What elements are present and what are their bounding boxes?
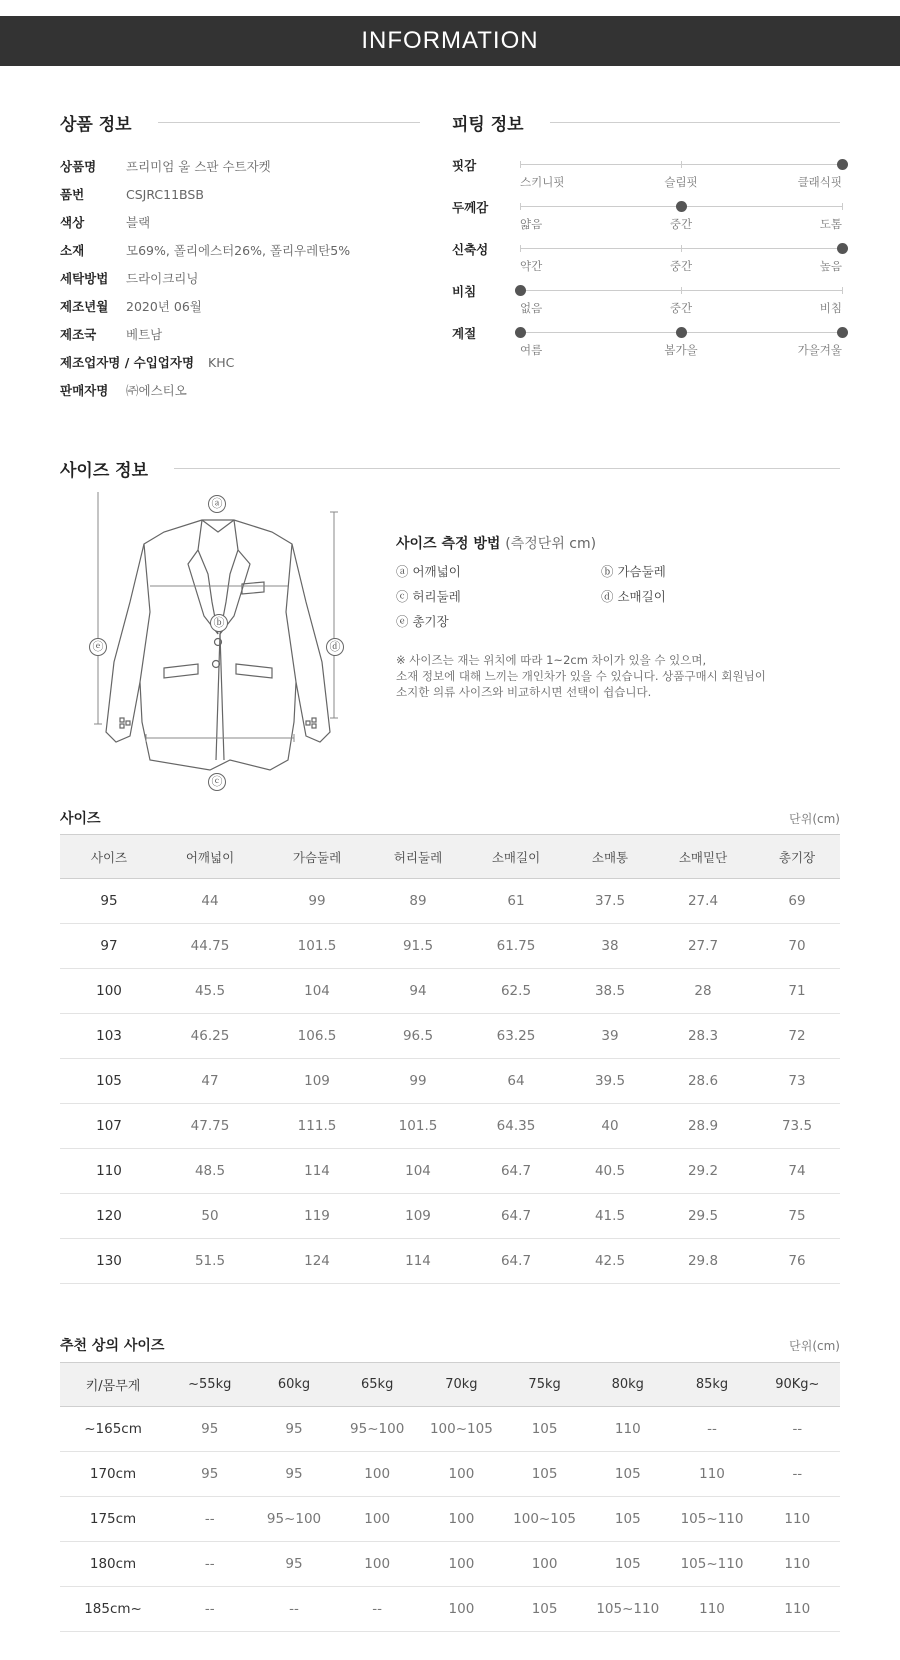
measurement-title: 사이즈 측정 방법 (측정단위 cm) — [396, 536, 597, 552]
size-table-row — [60, 1239, 840, 1284]
fitting-track — [520, 206, 842, 231]
column-header: 총기장 — [754, 835, 840, 879]
rec-table-header — [60, 1363, 840, 1407]
table-cell: 103 — [60, 1014, 158, 1059]
table-cell: 48.5 — [158, 1149, 262, 1194]
table-cell: 104 — [262, 969, 372, 1014]
table-cell: 110 — [755, 1497, 840, 1542]
rec-table-row — [60, 1452, 840, 1497]
fitting-label: 계절 — [452, 326, 477, 341]
size-table-title: 사이즈 — [60, 811, 101, 827]
legend-item: ⓑ 가슴둘레 — [601, 564, 666, 579]
fitting-tick — [681, 287, 682, 294]
table-cell: 96.5 — [372, 1014, 464, 1059]
table-cell: -- — [755, 1407, 840, 1452]
column-header: 어깨넓이 — [158, 835, 262, 879]
table-cell: 29.8 — [652, 1239, 754, 1284]
size-note — [396, 652, 836, 700]
fitting-scale-label: 클래식핏 — [797, 175, 842, 189]
marker-a: ⓐ — [208, 495, 226, 513]
table-cell: 73 — [754, 1059, 840, 1104]
table-cell: ~165cm — [60, 1407, 166, 1452]
table-cell: 111.5 — [262, 1104, 372, 1149]
column-header: 허리둘레 — [372, 835, 464, 879]
size-table-header — [60, 835, 840, 879]
column-header: 70kg — [420, 1363, 503, 1407]
fitting-tick — [520, 161, 521, 168]
table-cell: 40 — [568, 1104, 652, 1149]
table-cell: 100 — [335, 1542, 420, 1587]
product-row — [60, 320, 420, 348]
table-cell: 61 — [464, 879, 568, 924]
table-cell: 105 — [503, 1452, 586, 1497]
table-cell: -- — [253, 1587, 334, 1632]
table-cell: 95 — [166, 1452, 253, 1497]
fitting-tick — [842, 203, 843, 210]
size-table-row — [60, 924, 840, 969]
legend-item: ⓓ 소매길이 — [601, 589, 666, 604]
table-cell: 105 — [503, 1407, 586, 1452]
table-cell: 39 — [568, 1014, 652, 1059]
fitting-label: 비침 — [452, 284, 477, 299]
table-cell: 45.5 — [158, 969, 262, 1014]
fitting-scale-label: 가을겨울 — [797, 343, 842, 357]
table-cell: 42.5 — [568, 1239, 652, 1284]
table-cell: 170cm — [60, 1452, 166, 1497]
fitting-info-title: 피팅 정보 — [452, 115, 524, 135]
rec-table-row — [60, 1542, 840, 1587]
table-cell: 38 — [568, 924, 652, 969]
size-table-row — [60, 969, 840, 1014]
product-row — [60, 180, 420, 208]
table-cell: 100 — [335, 1452, 420, 1497]
table-cell: -- — [166, 1542, 253, 1587]
table-cell: 47 — [158, 1059, 262, 1104]
fitting-scale-label: 약간 — [520, 259, 543, 273]
table-cell: 51.5 — [158, 1239, 262, 1284]
fitting-selected-dot — [515, 327, 526, 338]
fitting-scale-label: 여름 — [520, 343, 543, 357]
table-cell: 61.75 — [464, 924, 568, 969]
fitting-selected-dot — [676, 327, 687, 338]
product-row-value: 드라이크리닝 — [126, 271, 199, 286]
fitting-scale-label: 높음 — [819, 259, 842, 273]
table-cell: 72 — [754, 1014, 840, 1059]
product-row-label: 소재 — [60, 243, 85, 258]
column-header: 80kg — [586, 1363, 669, 1407]
product-row-value: 블랙 — [126, 215, 151, 230]
table-cell: 64.35 — [464, 1104, 568, 1149]
size-table-row — [60, 1194, 840, 1239]
table-cell: -- — [166, 1587, 253, 1632]
rec-table-row — [60, 1497, 840, 1542]
table-cell: 95 — [166, 1407, 253, 1452]
table-cell: 28 — [652, 969, 754, 1014]
fitting-row — [452, 154, 842, 196]
product-row — [60, 236, 420, 264]
fitting-label: 두께감 — [452, 200, 489, 215]
fitting-scales — [452, 154, 842, 364]
fitting-info-header — [452, 110, 840, 135]
fitting-label: 핏감 — [452, 158, 477, 173]
column-header: 60kg — [253, 1363, 334, 1407]
product-row-label: 상품명 — [60, 159, 97, 174]
fitting-tick — [842, 287, 843, 294]
size-table-row — [60, 1059, 840, 1104]
divider — [174, 468, 840, 469]
table-cell: 100 — [420, 1542, 503, 1587]
table-cell: 107 — [60, 1104, 158, 1149]
product-row — [60, 152, 420, 180]
table-cell: 47.75 — [158, 1104, 262, 1149]
fitting-row — [452, 196, 842, 238]
fitting-selected-dot — [837, 243, 848, 254]
table-cell: 110 — [755, 1587, 840, 1632]
table-cell: 99 — [262, 879, 372, 924]
column-header: 사이즈 — [60, 835, 158, 879]
table-cell: 27.7 — [652, 924, 754, 969]
divider — [158, 122, 420, 123]
fitting-selected-dot — [837, 159, 848, 170]
table-cell: 105~110 — [586, 1587, 669, 1632]
table-cell: 109 — [372, 1194, 464, 1239]
note-line: 소재 정보에 대해 느끼는 개인차가 있을 수 있습니다. 상품구매시 회원님이 — [396, 669, 766, 683]
fitting-tick — [681, 161, 682, 168]
size-table-unit: 단위(cm) — [789, 812, 840, 826]
table-cell: -- — [669, 1407, 754, 1452]
fitting-scale-label: 스키니핏 — [520, 175, 565, 189]
fitting-row — [452, 238, 842, 280]
fitting-row — [452, 280, 842, 322]
table-cell: 110 — [60, 1149, 158, 1194]
fitting-label: 신축성 — [452, 242, 489, 257]
rec-table-unit: 단위(cm) — [789, 1339, 840, 1353]
table-cell: 110 — [586, 1407, 669, 1452]
table-cell: 64.7 — [464, 1194, 568, 1239]
table-cell: 119 — [262, 1194, 372, 1239]
product-row-label: 품번 — [60, 187, 85, 202]
table-cell: 28.9 — [652, 1104, 754, 1149]
table-cell: 99 — [372, 1059, 464, 1104]
fitting-track — [520, 290, 842, 315]
table-cell: 100~105 — [503, 1497, 586, 1542]
product-row-value: 모69%, 폴리에스터26%, 폴리우레탄5% — [126, 243, 351, 258]
table-cell: 101.5 — [262, 924, 372, 969]
table-cell: 105 — [586, 1497, 669, 1542]
column-header: 소매길이 — [464, 835, 568, 879]
jacket-measurement-diagram — [80, 492, 360, 792]
table-cell: 97 — [60, 924, 158, 969]
fitting-scale-label: 중간 — [669, 259, 693, 273]
table-cell: 114 — [262, 1149, 372, 1194]
table-cell: 114 — [372, 1239, 464, 1284]
table-cell: 28.6 — [652, 1059, 754, 1104]
fitting-scale-label: 슬림핏 — [664, 175, 698, 189]
fitting-track — [520, 248, 842, 273]
table-cell: 105~110 — [669, 1542, 754, 1587]
column-header: 85kg — [669, 1363, 754, 1407]
fitting-scale-label: 도톰 — [819, 217, 842, 231]
product-row-label: 세탁방법 — [60, 271, 109, 286]
fitting-selected-dot — [676, 201, 687, 212]
column-header: 65kg — [335, 1363, 420, 1407]
table-cell: 39.5 — [568, 1059, 652, 1104]
table-cell: 44 — [158, 879, 262, 924]
fitting-tick — [520, 203, 521, 210]
product-row-value: 2020년 06월 — [126, 299, 202, 314]
fitting-track — [520, 332, 842, 357]
column-header: 90Kg~ — [755, 1363, 840, 1407]
product-row-label: 색상 — [60, 215, 85, 230]
table-cell: 175cm — [60, 1497, 166, 1542]
product-row-value: CSJRC11BSB — [126, 186, 204, 202]
table-cell: 46.25 — [158, 1014, 262, 1059]
table-cell: 27.4 — [652, 879, 754, 924]
product-row-label: 제조년월 — [60, 299, 109, 314]
table-cell: 89 — [372, 879, 464, 924]
fitting-scale-label: 없음 — [520, 301, 543, 315]
table-cell: 110 — [669, 1587, 754, 1632]
product-row — [60, 208, 420, 236]
product-row-value: ㈜에스티오 — [126, 383, 187, 398]
fitting-selected-dot — [515, 285, 526, 296]
product-row-label: 판매자명 — [60, 383, 109, 398]
table-cell: 91.5 — [372, 924, 464, 969]
fitting-row — [452, 322, 842, 364]
divider — [550, 122, 840, 123]
table-cell: 100 — [60, 969, 158, 1014]
table-cell: 62.5 — [464, 969, 568, 1014]
legend-item: ⓔ 총기장 — [396, 614, 449, 629]
table-cell: 29.5 — [652, 1194, 754, 1239]
column-header: 소매밑단 — [652, 835, 754, 879]
table-cell: 180cm — [60, 1542, 166, 1587]
column-header: 가슴둘레 — [262, 835, 372, 879]
size-table-row — [60, 1149, 840, 1194]
table-cell: 40.5 — [568, 1149, 652, 1194]
marker-e: ⓔ — [89, 638, 107, 656]
size-table-row — [60, 1014, 840, 1059]
product-row-label: 제조국 — [60, 327, 97, 342]
fitting-selected-dot — [837, 327, 848, 338]
table-cell: 120 — [60, 1194, 158, 1239]
table-cell: 105 — [503, 1587, 586, 1632]
product-row-value: 프리미엄 울 스판 수트자켓 — [126, 159, 271, 174]
recommended-size-table — [60, 1362, 840, 1632]
table-cell: 100 — [420, 1497, 503, 1542]
product-row — [60, 376, 420, 404]
fitting-tick — [681, 245, 682, 252]
note-line: 소지한 의류 사이즈와 비교하시면 선택이 쉽습니다. — [396, 685, 652, 699]
information-banner: INFORMATION — [0, 16, 900, 66]
product-row — [60, 348, 420, 376]
table-cell: 73.5 — [754, 1104, 840, 1149]
product-row — [60, 264, 420, 292]
table-cell: 74 — [754, 1149, 840, 1194]
table-cell: 64 — [464, 1059, 568, 1104]
size-info-title: 사이즈 정보 — [60, 461, 149, 481]
table-cell: 100 — [420, 1587, 503, 1632]
table-cell: 63.25 — [464, 1014, 568, 1059]
table-cell: 101.5 — [372, 1104, 464, 1149]
product-row — [60, 292, 420, 320]
table-cell: 100 — [503, 1542, 586, 1587]
fitting-scale-label: 비침 — [819, 301, 842, 315]
table-cell: 100~105 — [420, 1407, 503, 1452]
table-cell: 38.5 — [568, 969, 652, 1014]
table-cell: 105~110 — [669, 1497, 754, 1542]
table-cell: -- — [335, 1587, 420, 1632]
note-line: ※ 사이즈는 재는 위치에 따라 1~2cm 차이가 있을 수 있으며, — [396, 653, 707, 667]
size-table-row — [60, 879, 840, 924]
measurement-unit: (측정단위 cm) — [505, 536, 597, 552]
size-table-row — [60, 1104, 840, 1149]
table-cell: -- — [166, 1497, 253, 1542]
table-cell: 76 — [754, 1239, 840, 1284]
table-cell: -- — [755, 1452, 840, 1497]
table-cell: 70 — [754, 924, 840, 969]
fitting-scale-label: 봄가을 — [664, 343, 698, 357]
table-cell: 105 — [60, 1059, 158, 1104]
table-cell: 109 — [262, 1059, 372, 1104]
product-row-value: KHC — [208, 354, 235, 370]
table-cell: 75 — [754, 1194, 840, 1239]
fitting-scale-label: 중간 — [669, 217, 693, 231]
product-info-list — [60, 152, 420, 404]
fitting-tick — [520, 245, 521, 252]
product-row-label: 제조업자명 / 수입업자명 — [60, 355, 195, 370]
rec-table-row — [60, 1407, 840, 1452]
table-cell: 110 — [669, 1452, 754, 1497]
table-cell: 110 — [755, 1542, 840, 1587]
table-cell: 71 — [754, 969, 840, 1014]
rec-table-row — [60, 1587, 840, 1632]
column-header: 소매통 — [568, 835, 652, 879]
table-cell: 94 — [372, 969, 464, 1014]
table-cell: 41.5 — [568, 1194, 652, 1239]
legend-item: ⓒ 허리둘레 — [396, 589, 461, 604]
table-cell: 105 — [586, 1542, 669, 1587]
table-cell: 95~100 — [335, 1407, 420, 1452]
product-info-header — [60, 110, 420, 135]
measurement-legend — [396, 562, 836, 630]
table-cell: 130 — [60, 1239, 158, 1284]
table-cell: 28.3 — [652, 1014, 754, 1059]
table-cell: 50 — [158, 1194, 262, 1239]
table-cell: 95 — [253, 1407, 334, 1452]
size-table — [60, 834, 840, 1284]
table-cell: 95 — [253, 1542, 334, 1587]
table-cell: 106.5 — [262, 1014, 372, 1059]
column-header: 75kg — [503, 1363, 586, 1407]
product-row-value: 베트남 — [126, 327, 163, 342]
rec-table-title: 추천 상의 사이즈 — [60, 1338, 165, 1354]
fitting-scale-label: 얇음 — [520, 217, 543, 231]
table-cell: 95 — [253, 1452, 334, 1497]
table-cell: 185cm~ — [60, 1587, 166, 1632]
table-cell: 29.2 — [652, 1149, 754, 1194]
table-cell: 64.7 — [464, 1239, 568, 1284]
table-cell: 69 — [754, 879, 840, 924]
table-cell: 100 — [420, 1452, 503, 1497]
table-cell: 95~100 — [253, 1497, 334, 1542]
fitting-track — [520, 164, 842, 189]
product-info-title: 상품 정보 — [60, 115, 132, 135]
table-cell: 37.5 — [568, 879, 652, 924]
table-cell: 104 — [372, 1149, 464, 1194]
table-cell: 64.7 — [464, 1149, 568, 1194]
size-info-header — [60, 456, 840, 481]
table-cell: 105 — [586, 1452, 669, 1497]
marker-b: ⓑ — [210, 614, 228, 632]
table-cell: 124 — [262, 1239, 372, 1284]
legend-item: ⓐ 어깨넓이 — [396, 564, 461, 579]
marker-c: ⓒ — [208, 773, 226, 791]
column-header: 키/몸무게 — [60, 1363, 166, 1407]
fitting-scale-label: 중간 — [669, 301, 693, 315]
table-cell: 44.75 — [158, 924, 262, 969]
measurement-method — [396, 533, 836, 700]
marker-d: ⓓ — [326, 638, 344, 656]
column-header: ~55kg — [166, 1363, 253, 1407]
table-cell: 95 — [60, 879, 158, 924]
table-cell: 100 — [335, 1497, 420, 1542]
